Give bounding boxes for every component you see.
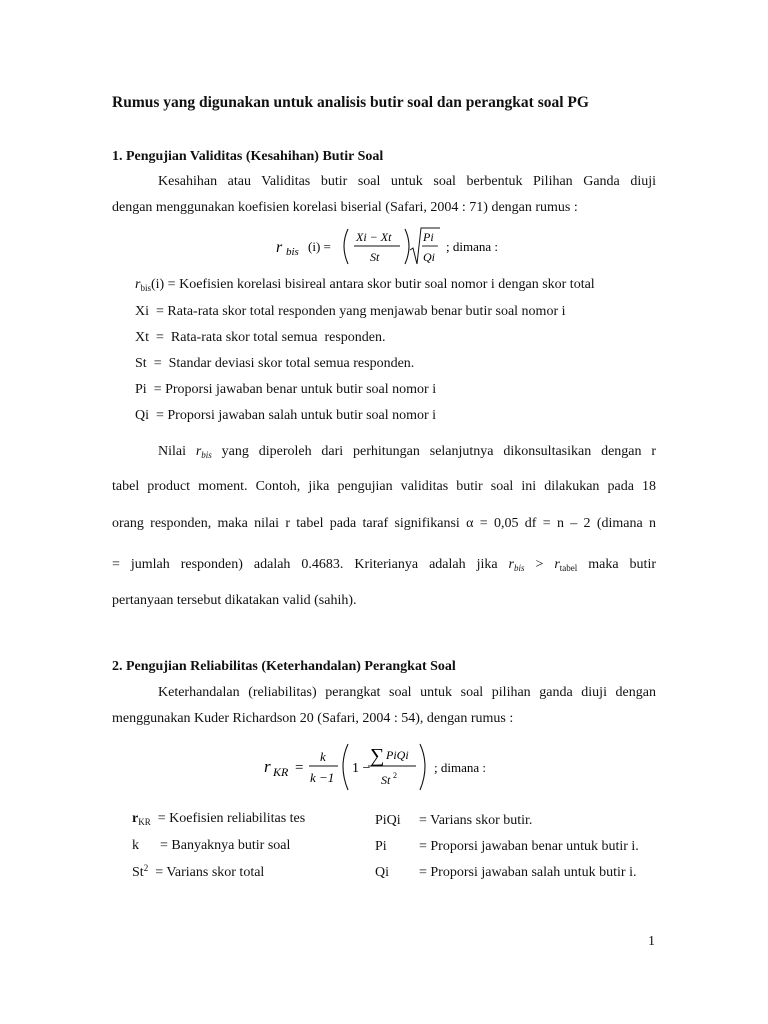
page-title: Rumus yang digunakan untuk analisis butir soal dan perangkat soal PG bbox=[112, 94, 589, 111]
kr-formula-r: r bbox=[264, 757, 271, 776]
section2-intro-line1: Keterhandalan (reliabilitas) perangkat soal untuk soal pilihan ganda diuji dengan bbox=[158, 685, 656, 700]
formula-tail: ; dimana : bbox=[446, 239, 498, 254]
def-pi2-text: = Proporsi jawaban benar untuk butir i. bbox=[419, 839, 639, 854]
kr-left-paren bbox=[343, 744, 348, 790]
kr-formula-tail: ; dimana : bbox=[434, 760, 486, 775]
section2-intro-line2: menggunakan Kuder Richardson 20 (Safari, 2004 : 54), dengan rumus : bbox=[112, 711, 514, 726]
section1-intro-line2: dengan menggunakan koefisien korelasi biserial (Safari, 2004 : 71) dengan rumus : bbox=[112, 200, 578, 215]
para2-line1: Nilai $r_{bis}$ yang diperoleh dari perhitungan selanjutnya dikonsultasikan dengan r bbox=[158, 444, 656, 460]
def-rbis: $r_{bis}(i)$ = Koefisien korelasi bisireal antara skor butir soal nomor i dengan skor total bbox=[135, 277, 595, 293]
def-pi2-sym: Pi bbox=[375, 839, 387, 854]
section2-heading: 2. Pengujian Reliabilitas (Keterhandalan) Perangkat Soal bbox=[112, 659, 456, 674]
formula-numerator: Xi − Xt bbox=[356, 230, 392, 244]
def-k: k = Banyaknya butir soal bbox=[132, 838, 291, 853]
para2-line5: pertanyaan tersebut dikatakan valid (sahih). bbox=[112, 593, 357, 608]
kr-frac-num: k bbox=[320, 749, 326, 764]
formula-r: r bbox=[276, 239, 283, 256]
kr-inner-num: PiQi bbox=[386, 748, 409, 762]
para2-line3: orang responden, maka nilai r tabel pada taraf signifikansi α = 0,05 df = n – 2 (dimana n bbox=[112, 516, 657, 531]
def-qi2-text: = Proporsi jawaban salah untuk butir i. bbox=[419, 865, 637, 880]
def-st2: St$^2$ = Varians skor total bbox=[132, 863, 265, 880]
kr20-formula bbox=[262, 738, 522, 794]
biserial-formula bbox=[270, 224, 510, 270]
page-number: 1 bbox=[648, 934, 655, 949]
formula-left-paren bbox=[344, 229, 348, 264]
formula-arg: (i) = bbox=[308, 239, 331, 254]
kr-inner-den: St bbox=[381, 773, 391, 787]
def-rkr: $r_{KR}$ = Koefisien reliabilitas tes bbox=[132, 811, 306, 827]
formula-sqrt-num: Pi bbox=[423, 230, 434, 244]
section1-heading: 1. Pengujian Validitas (Kesahihan) Butir Soal bbox=[112, 149, 384, 164]
formula-r-sub: bis bbox=[286, 246, 299, 258]
formula-right-paren bbox=[405, 229, 409, 264]
def-piqi-sym: PiQi bbox=[375, 813, 401, 828]
def-piqi-text: = Varians skor butir. bbox=[419, 813, 533, 828]
formula-denominator: St bbox=[370, 250, 380, 264]
para2-line4: = jumlah responden) adalah 0.4683. Kriterianya adalah jika $r_{bis} > r_{tabel}$ maka butir bbox=[112, 557, 656, 573]
def-xi: Xi = Rata-rata skor total responden yang menjawab benar butir soal nomor i bbox=[135, 304, 566, 319]
kr-inner-den-sup: 2 bbox=[393, 771, 397, 780]
def-qi2-sym: Qi bbox=[375, 865, 389, 880]
section1-intro-line1: Kesahihan atau Validitas butir soal untuk soal berbentuk Pilihan Ganda diuji bbox=[158, 174, 656, 189]
def-xt: Xt = Rata-rata skor total semua responden. bbox=[135, 330, 386, 345]
kr-formula-r-sub: KR bbox=[273, 765, 289, 779]
para2-line2: tabel product moment. Contoh, jika pengujian validitas butir soal ini dilakukan pada 18 bbox=[112, 479, 656, 494]
def-pi: Pi = Proporsi jawaban benar untuk butir soal nomor i bbox=[135, 382, 437, 397]
def-qi: Qi = Proporsi jawaban salah untuk butir soal nomor i bbox=[135, 408, 437, 423]
formula-sqrt-den: Qi bbox=[423, 250, 435, 264]
kr-right-paren bbox=[420, 744, 425, 790]
kr-one-minus: 1 − bbox=[352, 761, 371, 776]
kr-frac-den: k −1 bbox=[310, 770, 335, 785]
def-st: St = Standar deviasi skor total semua responden. bbox=[135, 356, 415, 371]
kr-sigma: ∑ bbox=[370, 745, 385, 767]
kr-formula-eq: = bbox=[295, 760, 304, 776]
